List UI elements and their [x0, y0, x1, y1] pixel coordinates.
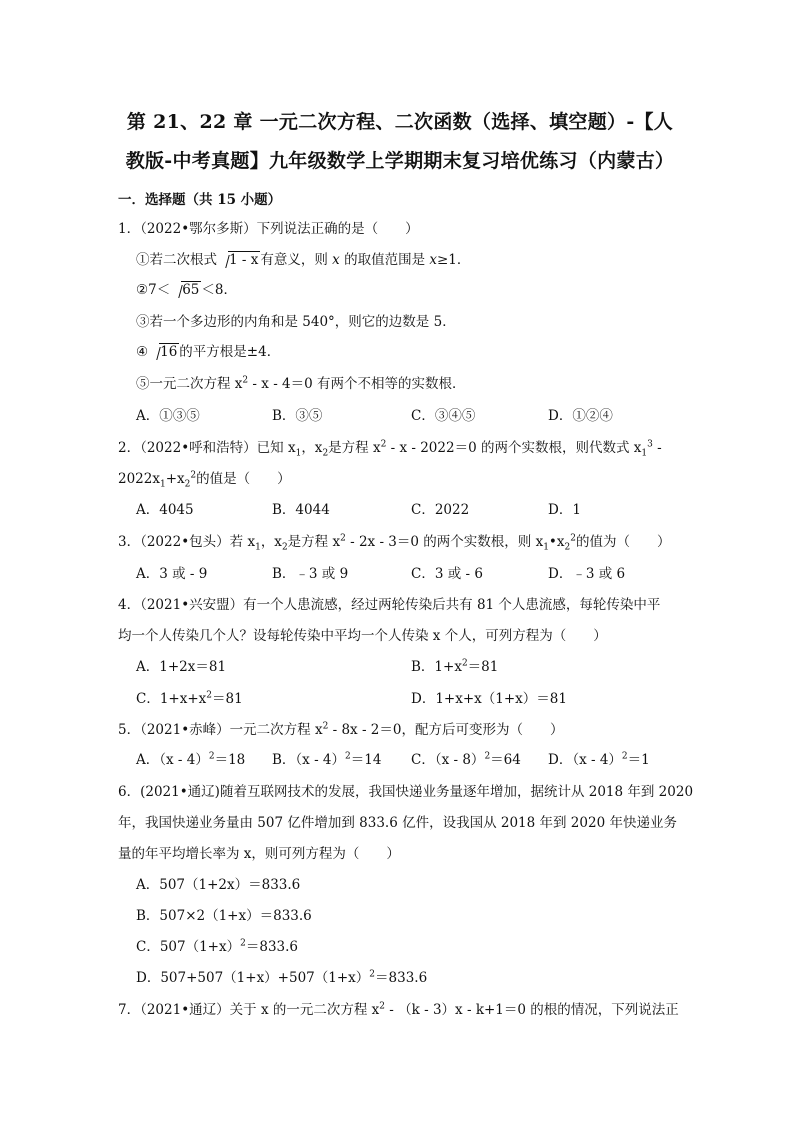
q2-line-1: 2．（2022•呼和浩特）已知 $x_1$，$x_2$是方程 $x^2 - x - 2022=0$ 的两个实数根，则代数式 $x_1^3$ -: [118, 439, 662, 459]
q1-statement-1: ①若二次根式 1 - x 有意义，则 x 的取值范围是 x≥1．: [136, 252, 471, 268]
q1-option-b: B．③⑤: [272, 408, 323, 424]
q2-option-c: C．2022: [411, 502, 470, 518]
q1-statement-2: ②7＜ 65 ＜8．: [136, 282, 237, 298]
q2-option-a: A．4045: [136, 502, 194, 518]
section-heading: 一．选择题（共 15 小题）: [118, 192, 282, 208]
q4-option-d: D．1+x+x（1+x）＝81: [411, 691, 567, 707]
sqrt-symbol: 65: [171, 282, 201, 298]
q2-option-b: B．4044: [272, 502, 330, 518]
q2-line-2: $2022x_1+x_2^2$的值是（ ）: [118, 470, 291, 490]
q7-line-1: 7．（2021•通辽）关于 x 的一元二次方程 $x^2 - (k - 3)x - k+1=0$ 的根的情况，下列说法正: [118, 1001, 679, 1018]
q6-option-d: D．$507+507(1+x)+507(1+x)^2=833.6$: [136, 969, 428, 986]
q3-option-a: A．3 或 - 9: [136, 566, 208, 582]
q1-statement-3: ③若一个多边形的内角和是 540°，则它的边数是 5．: [136, 314, 456, 330]
q6-option-a: A．507（1+2x）＝833.6: [136, 877, 301, 893]
sqrt-symbol: 1 - x: [218, 252, 260, 268]
q6-option-b: B．507×2（1+x）＝833.6: [136, 908, 312, 924]
q3-line-1: 3．（2022•包头）若 $x_1$，$x_2$是方程 $x^2 - 2x - 3=0$ 的两个实数根，则 $x_1•x_2^2$的值为（ ）: [118, 533, 671, 553]
q3-option-c: C．3 或 - 6: [411, 566, 483, 582]
q1-option-d: D．①②④: [548, 408, 613, 424]
q5-option-d: D．（x - 4）$^2$＝1: [548, 751, 650, 768]
q2-option-d: D．1: [548, 502, 581, 518]
q5-option-c: C．（x - 8）$^2$＝64: [411, 751, 521, 768]
q1-option-a: A．①③⑤: [136, 408, 200, 424]
sqrt-symbol: 16: [149, 344, 179, 360]
q1-option-c: C．③④⑤: [411, 408, 476, 424]
q5-option-a: A．（x - 4）$^2$＝18: [136, 751, 246, 768]
q4-option-a: A．1+2x＝81: [136, 659, 227, 675]
q6-line-1: 6．(2021•通辽)随着互联网技术的发展，我国快递业务量逐年增加，据统计从 2018 年到 2020: [118, 784, 694, 800]
q3-option-b: B．﹣3 或 9: [272, 566, 349, 582]
q5-option-b: B．（x - 4）$^2$＝14: [272, 751, 382, 768]
title-line-2: 教版-中考真题】九年级数学上学期期末复习培优练习（内蒙古）: [125, 150, 675, 172]
q6-line-3: 量的年平均增长率为 x，则可列方程为（ ）: [118, 846, 400, 862]
q4-option-b: B．$1+x^2=81$: [411, 658, 499, 675]
q4-option-c: C．$1+x+x^2=81$: [136, 690, 243, 707]
q6-option-c: C．$507(1+x)^2=833.6$: [136, 938, 299, 955]
q5-line-1: 5．（2021•赤峰）一元二次方程 $x^2 - 8x - 2=0$，配方后可变形为（ ）: [118, 721, 564, 738]
q6-line-2: 年，我国快递业务量由 507 亿件增加到 833.6 亿件，设我国从 2018 年到 2020 年快递业务: [118, 815, 677, 831]
q4-line-2: 均一个人传染几个人？设每轮传染中平均一个人传染 x 个人，可列方程为（ ）: [118, 628, 607, 644]
q1-stem: 1．（2022•鄂尔多斯）下列说法正确的是（ ）: [118, 221, 419, 237]
q4-line-1: 4．（2021•兴安盟）有一个人患流感，经过两轮传染后共有 81 个人患流感，每轮传染中平: [118, 597, 661, 613]
q1-statement-5: ⑤一元二次方程 $x^2 - x - 4=0$ 有两个不相等的实数根．: [136, 375, 466, 392]
q3-option-d: D．﹣3 或 6: [548, 566, 626, 582]
q1-statement-4: ④ 16 的平方根是±4．: [136, 344, 281, 360]
title-line-1: 第 21、22 章 一元二次方程、二次函数（选择、填空题）-【人: [126, 111, 674, 133]
